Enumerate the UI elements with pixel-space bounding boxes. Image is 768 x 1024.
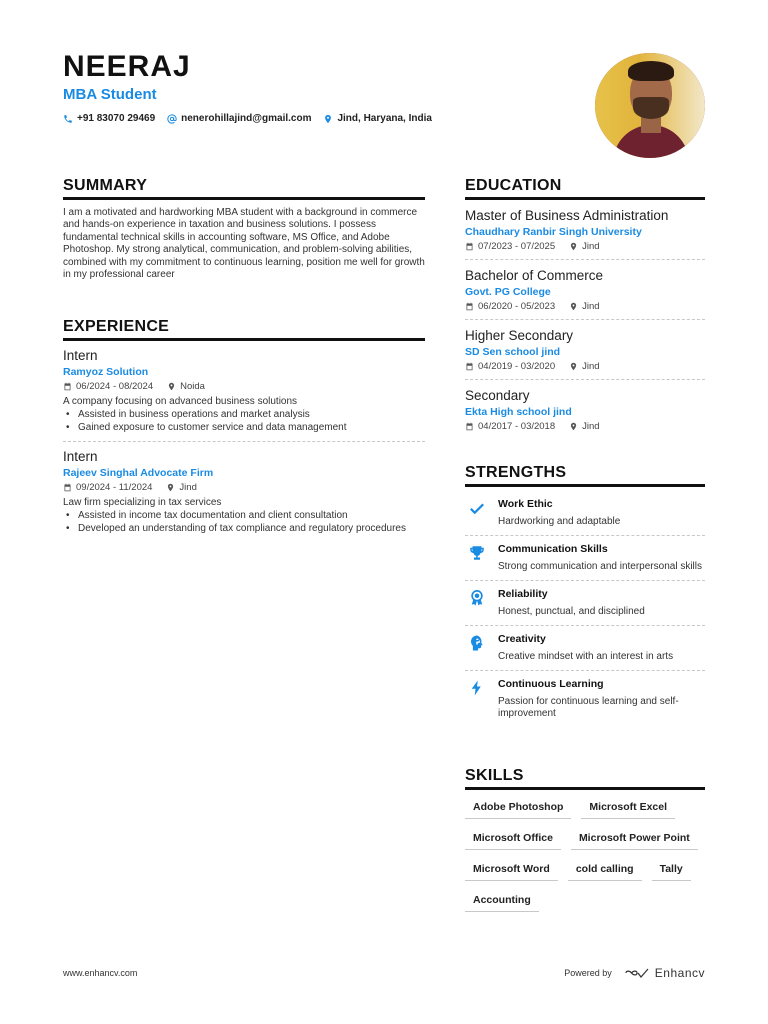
experience-role: Intern <box>63 348 98 363</box>
strength-title: Work Ethic <box>498 498 553 510</box>
strength-title: Continuous Learning <box>498 678 604 690</box>
education-meta <box>465 241 705 252</box>
education-dates <box>465 301 555 312</box>
strength-item <box>465 626 705 671</box>
lightning-icon <box>468 679 486 697</box>
calendar-icon <box>465 362 474 371</box>
strength-title: Communication Skills <box>498 543 608 555</box>
candidate-name: NEERAJ <box>63 50 191 83</box>
calendar-icon <box>465 422 474 431</box>
strength-desc: Passion for continuous learning and self-improvement <box>498 696 679 719</box>
experience-dates <box>63 482 152 493</box>
bullet-item: • Gained exposure to customer service and data management <box>63 422 425 435</box>
experience-heading: EXPERIENCE <box>63 318 425 341</box>
strength-desc: Hardworking and adaptable <box>498 516 621 527</box>
bullet-item: • Assisted in income tax documentation and client consultation <box>63 510 425 523</box>
education-location <box>569 361 599 372</box>
bullet-item: • Assisted in business operations and market analysis <box>63 409 425 422</box>
education-degree: Higher Secondary <box>465 328 574 343</box>
profile-photo <box>595 53 705 158</box>
strength-desc: Creative mindset with an interest in arts <box>498 651 674 662</box>
powered-by <box>564 966 705 980</box>
enhancv-logo-icon <box>624 967 650 979</box>
experience-location <box>166 482 196 493</box>
education-heading: EDUCATION <box>465 177 705 200</box>
experience-description: Law firm specializing in tax services <box>63 497 222 508</box>
experience-description: A company focusing on advanced business solutions <box>63 396 298 407</box>
location-pin-icon <box>323 114 333 124</box>
experience-role: Intern <box>63 449 98 464</box>
divider <box>465 379 705 380</box>
skills-heading: SKILLS <box>465 767 705 790</box>
calendar-icon <box>63 382 72 391</box>
candidate-title: MBA Student <box>63 86 157 103</box>
education-degree: Bachelor of Commerce <box>465 268 604 283</box>
experience-meta <box>63 482 425 493</box>
education-meta <box>465 301 705 312</box>
education-item <box>465 268 705 312</box>
strength-item <box>465 671 705 727</box>
skill-tag: Microsoft Excel <box>581 798 675 819</box>
contact-row <box>63 113 583 124</box>
brand-logo[interactable] <box>624 966 705 980</box>
summary-section <box>63 177 425 281</box>
strengths-section <box>465 464 705 727</box>
experience-meta <box>63 381 425 392</box>
education-school: Chaudhary Ranbir Singh University <box>465 226 642 238</box>
resume-header <box>63 50 583 124</box>
dates-text: 04/2017 - 03/2018 <box>478 421 556 432</box>
divider <box>63 441 425 442</box>
email-text: nenerohillajind@gmail.com <box>181 113 312 124</box>
education-meta <box>465 361 705 372</box>
experience-item <box>63 348 425 434</box>
location-text: Jind <box>582 241 600 252</box>
experience-location <box>167 381 205 392</box>
education-degree: Secondary <box>465 388 530 403</box>
skill-tag: Accounting <box>465 891 539 912</box>
skill-tag: cold calling <box>568 860 642 881</box>
at-icon <box>167 114 177 124</box>
education-degree: Master of Business Administration <box>465 208 669 223</box>
location-text: Jind <box>582 361 600 372</box>
education-dates <box>465 241 555 252</box>
strength-item <box>465 536 705 581</box>
location-pin-icon <box>569 242 578 251</box>
education-school: Ekta High school jind <box>465 406 572 418</box>
divider <box>465 319 705 320</box>
strength-title: Reliability <box>498 588 548 600</box>
education-section <box>465 177 705 432</box>
experience-section <box>63 318 425 535</box>
skill-tag: Microsoft Word <box>465 860 558 881</box>
phone-icon <box>63 114 73 124</box>
dates-text: 04/2019 - 03/2020 <box>478 361 556 372</box>
location-pin-icon <box>569 302 578 311</box>
brand-name: Enhancv <box>654 966 705 980</box>
education-school: SD Sen school jind <box>465 346 561 358</box>
experience-bullets <box>63 510 425 535</box>
education-dates <box>465 361 555 372</box>
footer <box>63 966 705 980</box>
contact-location <box>323 113 431 124</box>
dates-text: 06/2024 - 08/2024 <box>76 381 154 392</box>
location-text: Jind <box>582 421 600 432</box>
experience-company: Rajeev Singhal Advocate Firm <box>63 467 214 479</box>
calendar-icon <box>465 302 474 311</box>
strength-item <box>465 491 705 536</box>
education-location <box>569 301 599 312</box>
location-pin-icon <box>569 422 578 431</box>
location-text: Jind <box>582 301 600 312</box>
education-school: Govt. PG College <box>465 286 551 298</box>
strengths-list <box>465 491 705 727</box>
strength-title: Creativity <box>498 633 546 645</box>
education-item <box>465 208 705 252</box>
strength-desc: Honest, punctual, and disciplined <box>498 606 645 617</box>
skill-tag: Adobe Photoshop <box>465 798 571 819</box>
skills-list <box>465 798 710 912</box>
phone-text: +91 83070 29469 <box>77 113 156 124</box>
strengths-heading: STRENGTHS <box>465 464 705 487</box>
check-icon <box>468 499 486 517</box>
powered-by-label: Powered by <box>564 968 612 978</box>
education-dates <box>465 421 555 432</box>
dates-text: 06/2020 - 05/2023 <box>478 301 556 312</box>
summary-heading: SUMMARY <box>63 177 425 200</box>
location-text: Jind, Haryana, India <box>337 113 432 124</box>
experience-bullets <box>63 409 425 434</box>
skill-tag: Microsoft Office <box>465 829 561 850</box>
experience-item <box>63 449 425 535</box>
award-icon <box>468 589 486 607</box>
location-pin-icon <box>166 483 175 492</box>
education-location <box>569 241 599 252</box>
education-meta <box>465 421 705 432</box>
calendar-icon <box>63 483 72 492</box>
calendar-icon <box>465 242 474 251</box>
brain-icon <box>468 634 486 652</box>
location-pin-icon <box>167 382 176 391</box>
education-item <box>465 388 705 432</box>
education-location <box>569 421 599 432</box>
strength-desc: Strong communication and interpersonal skills <box>498 561 702 572</box>
skills-section <box>465 767 705 912</box>
contact-phone[interactable] <box>63 113 155 124</box>
contact-email[interactable] <box>167 113 311 124</box>
skill-tag: Tally <box>652 860 691 881</box>
bullet-item: • Developed an understanding of tax compliance and regulatory procedures <box>63 523 425 536</box>
divider <box>465 259 705 260</box>
strength-item <box>465 581 705 626</box>
education-item <box>465 328 705 372</box>
summary-text: I am a motivated and hardworking MBA student with a background in commerce and hands-on experience in taxation and business solutions. I possess fundamental technical skills in accounting software, MS Office, and Adobe Photoshop. My strong analytical, communication, and problem-solving abilities, combined with my commitment to continuous learning, position me well for growth in my professional career <box>63 207 425 281</box>
footer-website-link[interactable]: www.enhancv.com <box>63 968 138 978</box>
location-text: Noida <box>180 381 205 392</box>
experience-dates <box>63 381 153 392</box>
location-text: Jind <box>179 482 197 493</box>
skill-tag: Microsoft Power Point <box>571 829 698 850</box>
experience-company: Ramyoz Solution <box>63 366 149 378</box>
trophy-icon <box>468 544 486 562</box>
dates-text: 07/2023 - 07/2025 <box>478 241 556 252</box>
location-pin-icon <box>569 362 578 371</box>
dates-text: 09/2024 - 11/2024 <box>76 482 153 493</box>
